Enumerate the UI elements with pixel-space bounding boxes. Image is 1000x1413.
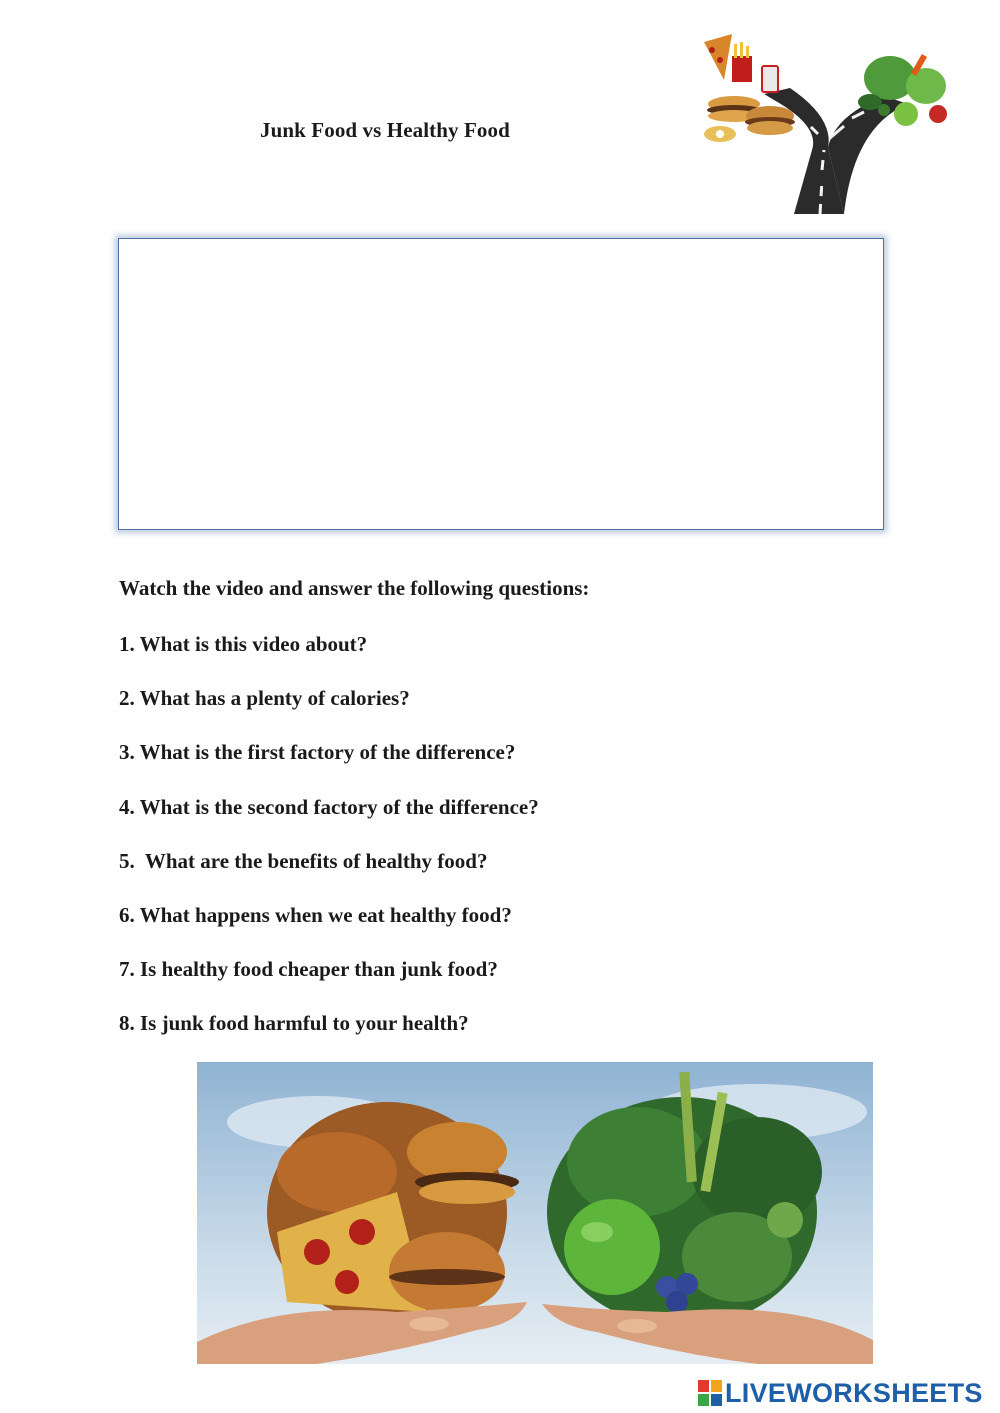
liveworksheets-wordmark: LIVEWORKSHEETS (725, 1377, 983, 1408)
instructions-text: Watch the video and answer the following questions: (119, 576, 590, 600)
question-8: 8. Is junk food harmful to your health? (119, 1011, 469, 1036)
question-5: 5. What are the benefits of healthy food? (119, 848, 488, 873)
liveworksheets-logo-mark (698, 1380, 722, 1406)
hands-food-photo (197, 1062, 873, 1364)
video-placeholder[interactable] (118, 238, 884, 530)
question-4: 4. What is the second factory of the difference? (119, 794, 539, 819)
question-6: 6. What happens when we eat healthy food? (119, 902, 512, 927)
liveworksheets-logo (698, 1376, 983, 1410)
fork-road-illustration (694, 30, 952, 214)
page-title: Junk Food vs Healthy Food (260, 118, 510, 142)
question-2: 2. What has a plenty of calories? (119, 686, 410, 711)
question-list (119, 630, 539, 1064)
question-1: 1. What is this video about? (119, 632, 368, 656)
question-7: 7. Is healthy food cheaper than junk food? (119, 957, 498, 982)
question-3: 3. What is the first factory of the difference? (119, 740, 516, 765)
